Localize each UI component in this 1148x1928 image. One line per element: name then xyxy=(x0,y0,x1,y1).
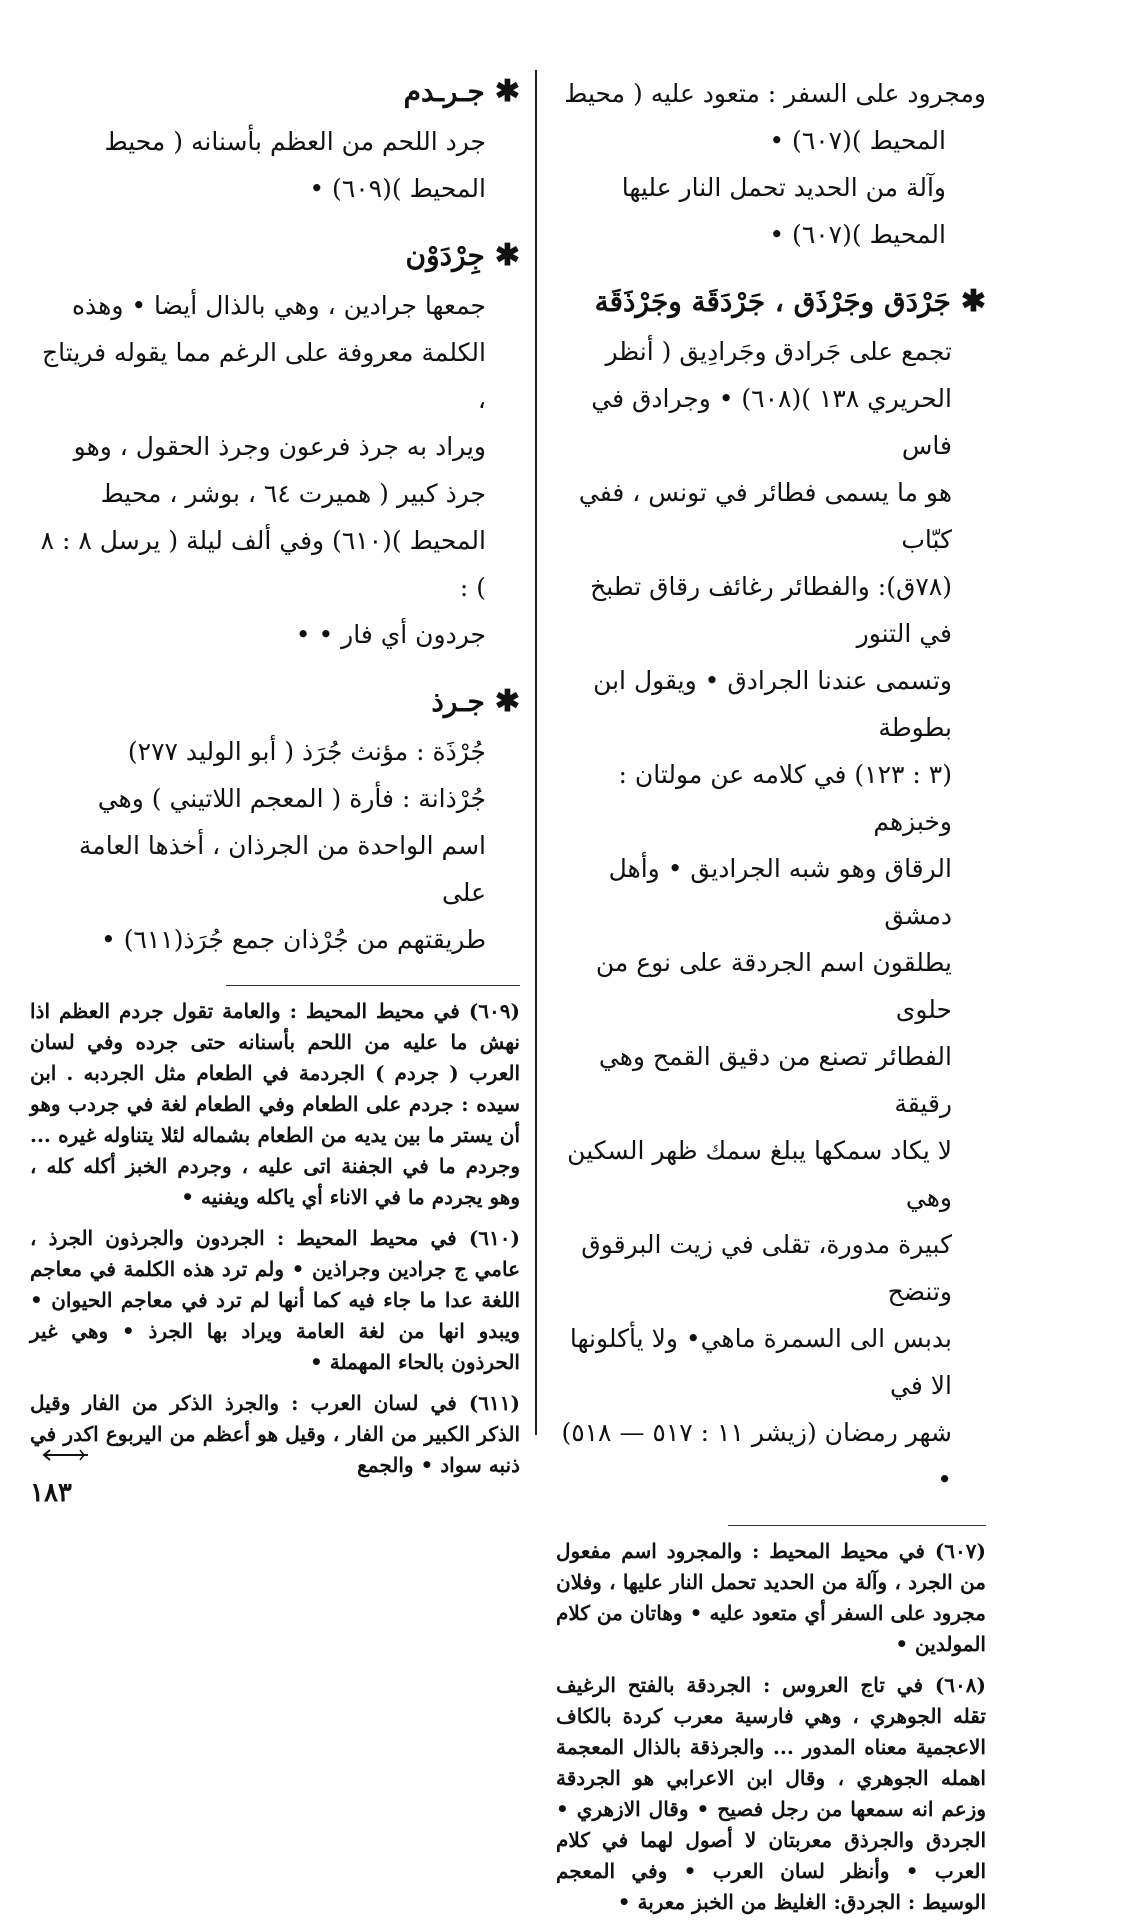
entry-jardaq xyxy=(556,280,986,1503)
text-line: الحريري ١٣٨ )(٦٠٨) • وجرادق في فاس xyxy=(591,384,952,460)
footnote-610: (٦١٠) في محيط المحيط : الجردون والجرذون الجرذ ، عامي ج جرادين وجراذين • ولم ترد هذه الكلمة في معاجم اللغة عدا ما جاء فيه كما أنها لم ترد في معاجم الحيوان • ويبدو انها من لغة العامة ويراد بها الجرذ • وهي غير الحرذون بالحاء المهملة • xyxy=(30,1226,520,1374)
text-line: هو ما يسمى فطائر في تونس ، ففي كبّاب xyxy=(578,478,952,554)
text-line: جرد اللحم من العظم بأسنانه ( محيط xyxy=(104,127,486,156)
text-line: كبيرة مدورة، تقلى في زيت البرقوق وتنضح xyxy=(581,1230,952,1306)
footnote-608: (٦٠٨) في تاج العروس : الجردقة بالفتح الرغيف تقله الجوهري ، وهي فارسية معرب كردة بالكاف الاعجمية معناه المدور ... والجرذقة بالذال المعجمة اهمله الجوهري ، وقال ابن الاعرابي هو الجردقة وزعم انه سمعها من رجل فصيح • وقال الازهري • الجردق والجرذق معربتان لا أصول لهما في كلام العرب • وأنظر لسان العرب • وفي المعجم الوسيط : الجردق: الغليظ من الخبز معربة • xyxy=(556,1673,986,1914)
text-line: جرذ كبير ( هميرت ٦٤ ، بوشر ، محيط xyxy=(100,479,486,508)
footnote-609: (٦٠٩) في محيط المحيط : والعامة تقول جردم العظم اذا نهش ما عليه من اللحم بأسنانه حتى جرده وفي لسان العرب ( جردم ) الجردمة في الطعام مثل الجردبه . ابن سيده : جردم على الطعام وفي الطعام لغة في جردب وهو أن يستر ما بين يديه من الطعام بشماله لئلا يتناوله غيره ... وجردم ما في الجفنة اتى عليه ، وجردم الخبز أكله كله ، وهو يجردم ما في الاناء أي ياكله ويفنيه • xyxy=(30,999,520,1209)
entry-jirdawn xyxy=(30,234,520,658)
text-line: وتسمى عندنا الجرادق • ويقول ابن بطوطة xyxy=(593,666,952,742)
text-line: الكلمة معروفة على الرغم مما يقوله فريتاج ، xyxy=(42,338,486,414)
asterisk-icon: ✱ xyxy=(494,238,520,273)
entry-body xyxy=(556,328,986,1503)
heading-text: جَرْدَق وجَرْذَق ، جَرْدَقَة وجَرْذَقَة xyxy=(594,285,951,318)
text-line: جُرْذَة : مؤنث جُرَذ ( أبو الوليد ٢٧٧) xyxy=(127,737,486,766)
text-line: ومجرود على السفر : متعود عليه ( محيط xyxy=(564,79,986,108)
asterisk-icon: ✱ xyxy=(494,74,520,109)
text-line: جُرْذانة : فأرة ( المعجم اللاتيني ) وهي xyxy=(97,784,486,813)
asterisk-icon: ✱ xyxy=(960,284,986,319)
text-line: وآلة من الحديد تحمل النار عليها xyxy=(621,173,946,202)
text-line: جردون أي فار • • xyxy=(295,620,486,649)
entry-heading xyxy=(30,70,520,114)
continuation-arrow-icon xyxy=(40,1448,90,1462)
footnote-divider xyxy=(226,985,520,986)
text-line: المحيط )(٦٠٧) • xyxy=(769,126,946,155)
text-line: طريقتهم من جُرْذان جمع جُرَذ(٦١١) • xyxy=(101,925,486,954)
footnote-607: (٦٠٧) في محيط المحيط : والمجرود اسم مفعول من الجرد ، وآلة من الحديد تحمل النار عليها ، وفلان مجرود على السفر أي متعود عليه • وهاتان من كلام المولدين • xyxy=(556,1539,986,1656)
heading-text: جِرْدَوْن xyxy=(405,239,485,272)
left-column xyxy=(30,70,520,1491)
entry-heading xyxy=(30,680,520,724)
text-line: المحيط )(٦٠٩) • xyxy=(309,174,486,203)
text-line: المحيط )(٦٠٧) • xyxy=(769,220,946,249)
asterisk-icon: ✱ xyxy=(494,684,520,719)
heading-text: جـرذ xyxy=(431,685,485,718)
entry-body xyxy=(556,70,986,258)
footnote-divider xyxy=(728,1525,986,1526)
text-line: (٧٨ق): والفطائر رغائف رقاق تطبخ في التنور xyxy=(590,572,952,648)
entry-jurdh xyxy=(30,680,520,963)
entry-majrud xyxy=(556,70,986,258)
text-line: ويراد به جرذ فرعون وجرذ الحقول ، وهو xyxy=(73,432,486,461)
entry-heading xyxy=(556,280,986,324)
text-line: الفطائر تصنع من دقيق القمح وهي رقيقة xyxy=(598,1042,952,1118)
heading-text: جـرـدم xyxy=(403,75,485,108)
entry-body xyxy=(30,282,520,658)
text-line: الرقاق وهو شبه الجراديق • وأهل دمشق xyxy=(608,854,952,930)
text-line: اسم الواحدة من الجرذان ، أخذها العامة على xyxy=(78,831,486,907)
column-divider xyxy=(535,70,537,1435)
text-line: لا يكاد سمكها يبلغ سمك ظهر السكين وهي xyxy=(567,1136,952,1212)
text-line: شهر رمضان (زيشر ١١ : ٥١٧ — ٥١٨) • xyxy=(561,1418,952,1494)
entry-body xyxy=(30,118,520,212)
footnote-611: (٦١١) في لسان العرب : والجرذ الذكر من الفار وقيل الذكر الكبير من الفار ، وقيل هو أعظم من اليربوع اكدر في ذنبه سواد • والجمع xyxy=(30,1391,520,1477)
text-line: بدبس الى السمرة ماهي• ولا يأكلونها الا في xyxy=(569,1324,952,1400)
text-line: يطلقون اسم الجردقة على نوع من حلوى xyxy=(595,948,952,1024)
right-column xyxy=(556,70,986,1928)
text-line: (٣ : ١٢٣) في كلامه عن مولتان : وخبزهم xyxy=(618,760,952,836)
entry-body xyxy=(30,728,520,963)
page-number: ١٨٣ xyxy=(30,1478,72,1508)
text-line: جمعها جرادين ، وهي بالذال أيضا • وهذه xyxy=(71,291,486,320)
entry-jardam xyxy=(30,70,520,212)
entry-heading xyxy=(30,234,520,278)
text-line: تجمع على جَرادق وجَرادِيق ( أنظر xyxy=(605,337,952,366)
text-line: المحيط )(٦١٠) وفي ألف ليلة ( يرسل ٨ : ٨ ) : xyxy=(40,526,486,602)
